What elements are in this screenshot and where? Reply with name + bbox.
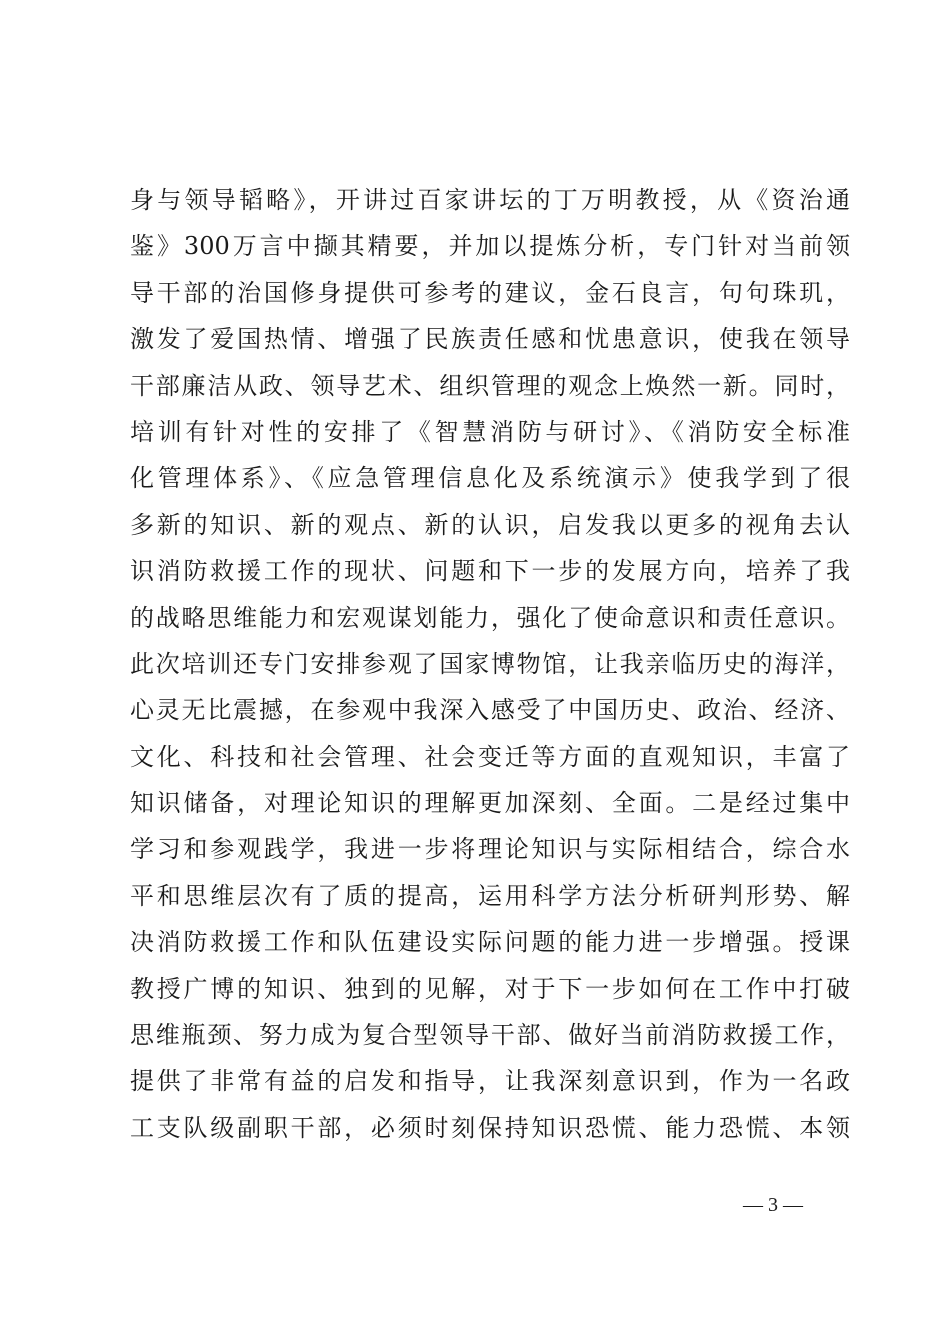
text-line: 化管理体系》、《应急管理信息化及系统演示》使我学到了很	[130, 464, 850, 493]
text-line: 工支队级副职干部，必须时刻保持知识恐慌、能力恐慌、本领	[130, 1113, 850, 1142]
text-line: 学习和参观践学，我进一步将理论知识与实际相结合，综合水	[130, 835, 850, 864]
text-line: 多新的知识、新的观点、新的认识，启发我以更多的视角去认	[130, 510, 850, 539]
text-line: 培训有针对性的安排了《智慧消防与研讨》、《消防安全标准	[130, 417, 850, 446]
page-number: — 3 —	[743, 1194, 803, 1216]
text-line: 决消防救援工作和队伍建设实际问题的能力进一步增强。授课	[130, 928, 850, 957]
text-line: 导干部的治国修身提供可参考的建议，金石良言，句句珠玑，	[130, 278, 850, 307]
body-paragraph	[130, 177, 850, 1151]
text-line: 提供了非常有益的启发和指导，让我深刻意识到，作为一名政	[130, 1067, 850, 1096]
text-line: 思维瓶颈、努力成为复合型领导干部、做好当前消防救援工作，	[130, 1021, 850, 1050]
text-line: 干部廉洁从政、领导艺术、组织管理的观念上焕然一新。同时，	[130, 371, 850, 400]
text-line: 识消防救援工作的现状、问题和下一步的发展方向，培养了我	[130, 557, 850, 586]
text-line: 鉴》300万言中撷其精要，并加以提炼分析，专门针对当前领	[130, 232, 850, 261]
text-line: 文化、科技和社会管理、社会变迁等方面的直观知识，丰富了	[130, 742, 850, 771]
text-line: 平和思维层次有了质的提高，运用科学方法分析研判形势、解	[130, 881, 850, 910]
text-line: 教授广博的知识、独到的见解，对于下一步如何在工作中打破	[130, 974, 850, 1003]
text-line: 身与领导韬略》，开讲过百家讲坛的丁万明教授，从《资治通	[130, 186, 850, 214]
text-line: 心灵无比震撼，在参观中我深入感受了中国历史、政治、经济、	[130, 696, 850, 725]
text-line: 激发了爱国热情、增强了民族责任感和忧患意识，使我在领导	[130, 325, 850, 354]
text-line: 此次培训还专门安排参观了国家博物馆，让我亲临历史的海洋，	[130, 649, 850, 678]
text-line: 知识储备，对理论知识的理解更加深刻、全面。二是经过集中	[130, 789, 850, 818]
text-line: 的战略思维能力和宏观谋划能力，强化了使命意识和责任意识。	[130, 603, 850, 632]
